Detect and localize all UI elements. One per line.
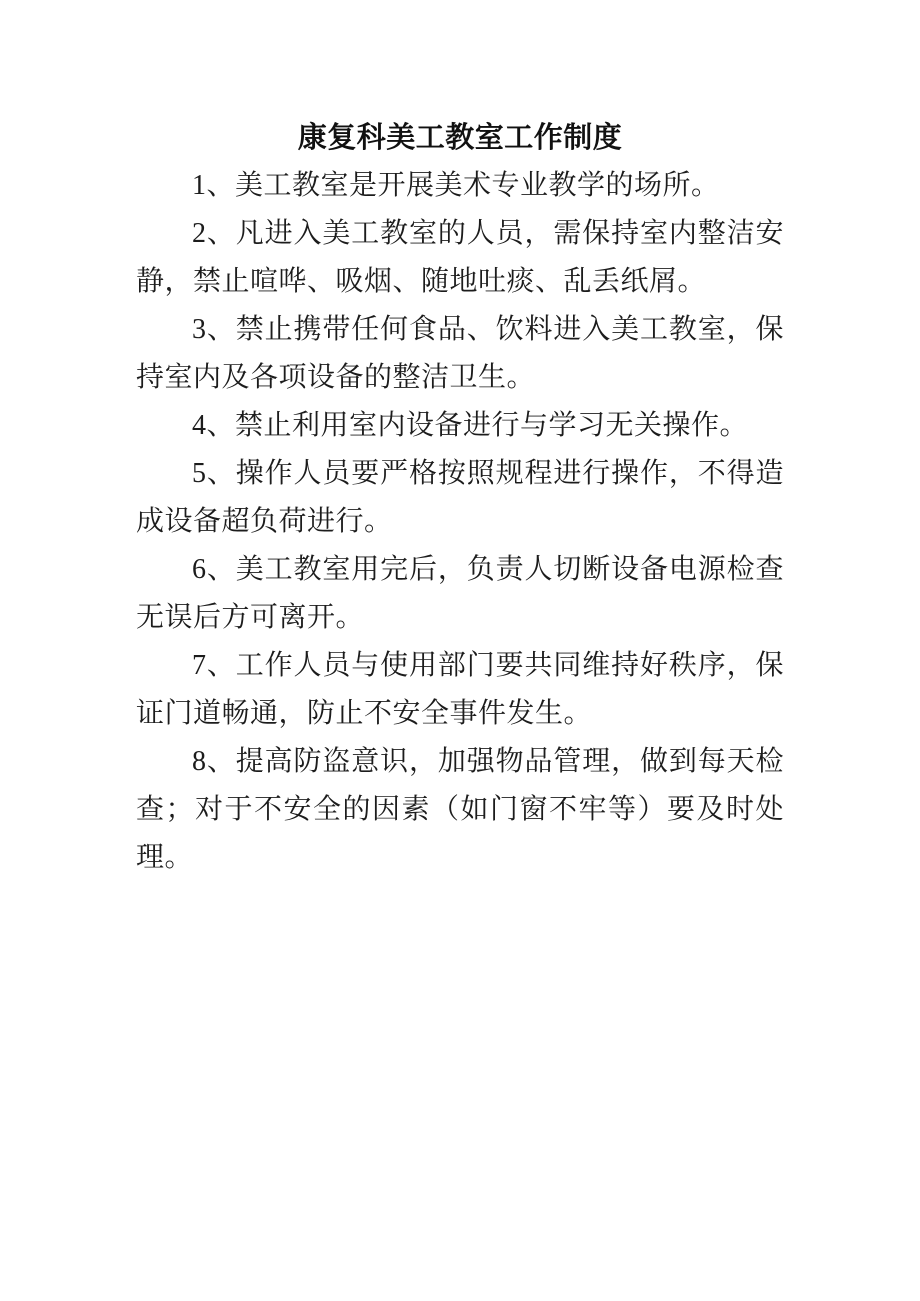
document-paragraph: 4、禁止利用室内设备进行与学习无关操作。 — [192, 410, 749, 441]
document-paragraph: 7、工作人员与使用部门要共同维持好秩序，保证门道畅通，防止不安全事件发生。 — [136, 650, 784, 729]
document-paragraph: 8、提高防盗意识，加强物品管理，做到每天检查；对于不安全的因素（如门窗不牢等）要及时处理。 — [136, 746, 784, 873]
document-paragraph: 6、美工教室用完后，负责人切断设备电源检查无误后方可离开。 — [136, 554, 784, 633]
paragraph-list — [136, 162, 784, 882]
document-title: 康复科美工教室工作制度 — [297, 122, 623, 154]
document-paragraph: 5、操作人员要严格按照规程进行操作，不得造成设备超负荷进行。 — [136, 458, 784, 537]
document-paragraph: 3、禁止携带任何食品、饮料进入美工教室，保持室内及各项设备的整洁卫生。 — [136, 314, 784, 393]
document-paragraph: 1、美工教室是开展美术专业教学的场所。 — [192, 170, 720, 201]
document-paragraph: 2、凡进入美工教室的人员，需保持室内整洁安静，禁止喧哗、吸烟、随地吐痰、乱丢纸屑。 — [136, 218, 784, 297]
